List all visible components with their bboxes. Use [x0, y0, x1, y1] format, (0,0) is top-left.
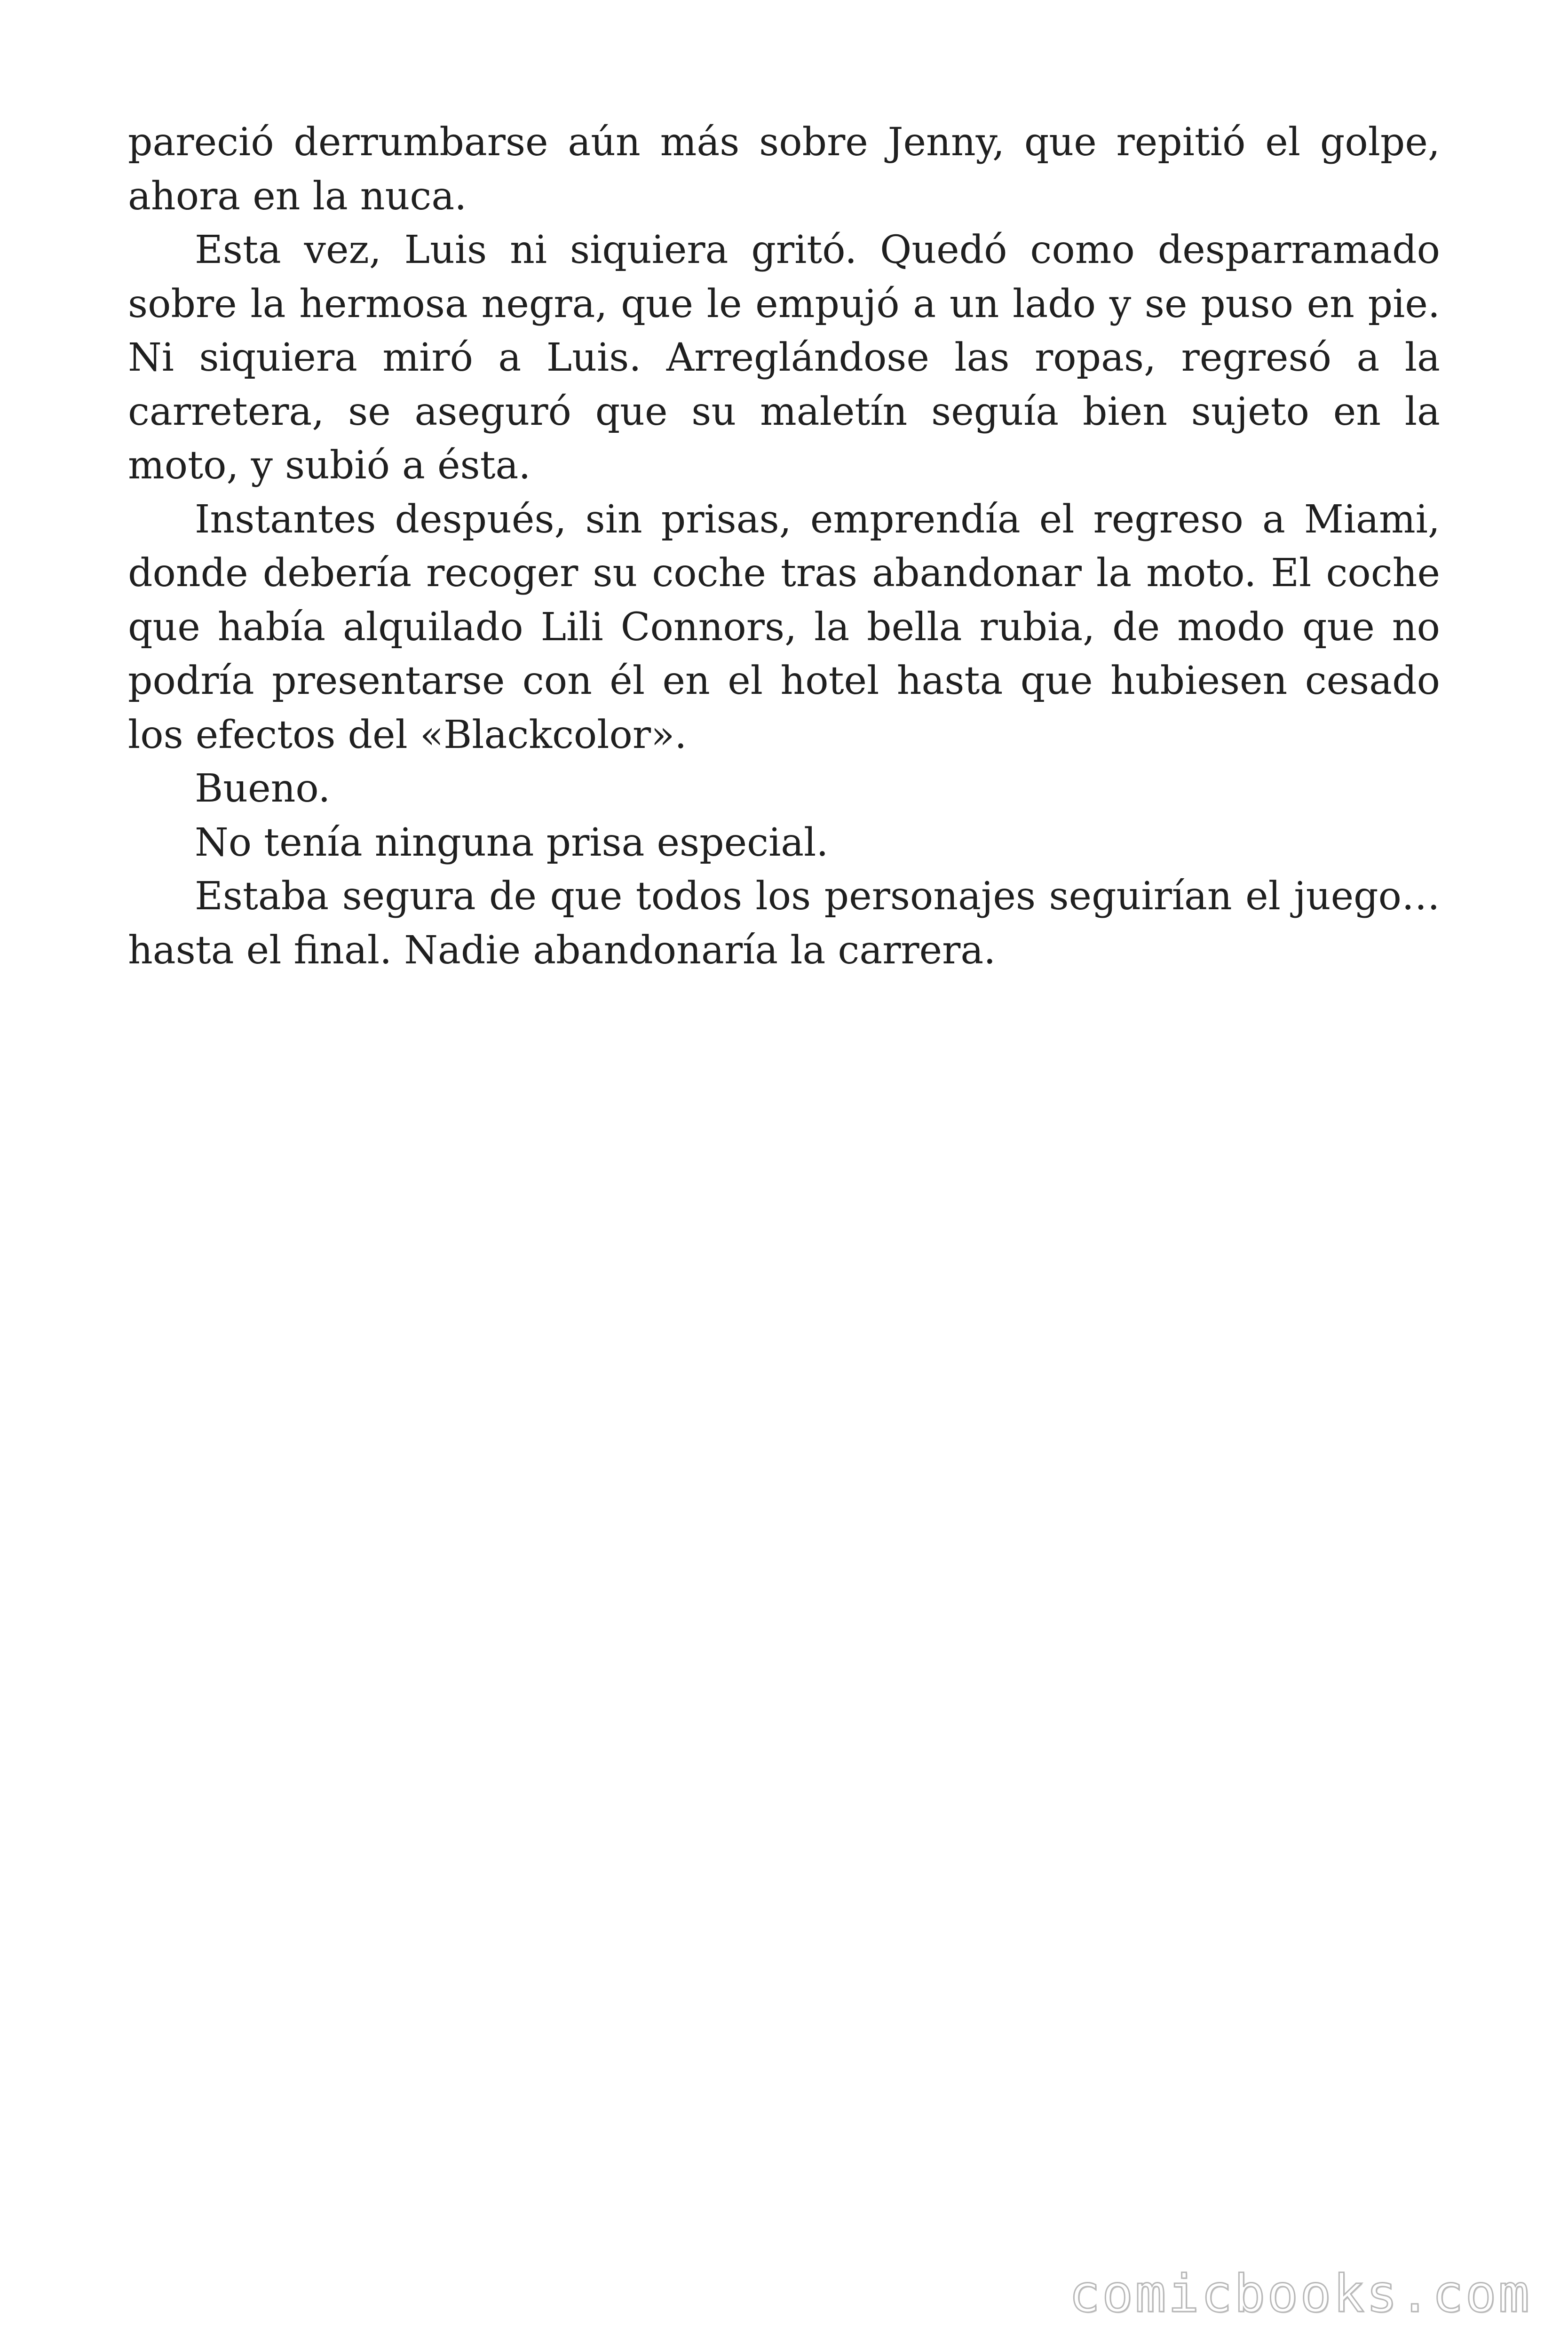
- paragraph: Bueno.: [195, 766, 331, 811]
- paragraph-continuation: pareció derrumbarse aún más sobre Jenny, que repitió el golpe, ahora en la nuca.: [128, 120, 1440, 219]
- paragraph: Instantes después, sin prisas, emprendía el regreso a Miami, donde debería recoger su coche tras abandonar la moto. El coche que había alquilado Lili Connors, la bella rubia, de modo que no podría presentarse con él en el hotel hasta que hubiesen cesado los efectos del «Blackcolor».: [128, 497, 1440, 757]
- paragraph: Estaba segura de que todos los personajes seguirían el juego… hasta el final. Nadie abandonaría la carrera.: [128, 874, 1440, 973]
- paragraph: Esta vez, Luis ni siquiera gritó. Quedó como desparramado sobre la hermosa negra, que le empujó a un lado y se puso en pie. Ni siquiera miró a Luis. Arreglándose las ropas, regresó a la carretera, se aseguró que su maletín seguía bien sujeto en la moto, y subió a ésta.: [128, 228, 1440, 488]
- body-text: [128, 116, 1440, 977]
- watermark: comicbooks.com: [1069, 2264, 1531, 2324]
- paragraph: No tenía ninguna prisa especial.: [195, 820, 829, 865]
